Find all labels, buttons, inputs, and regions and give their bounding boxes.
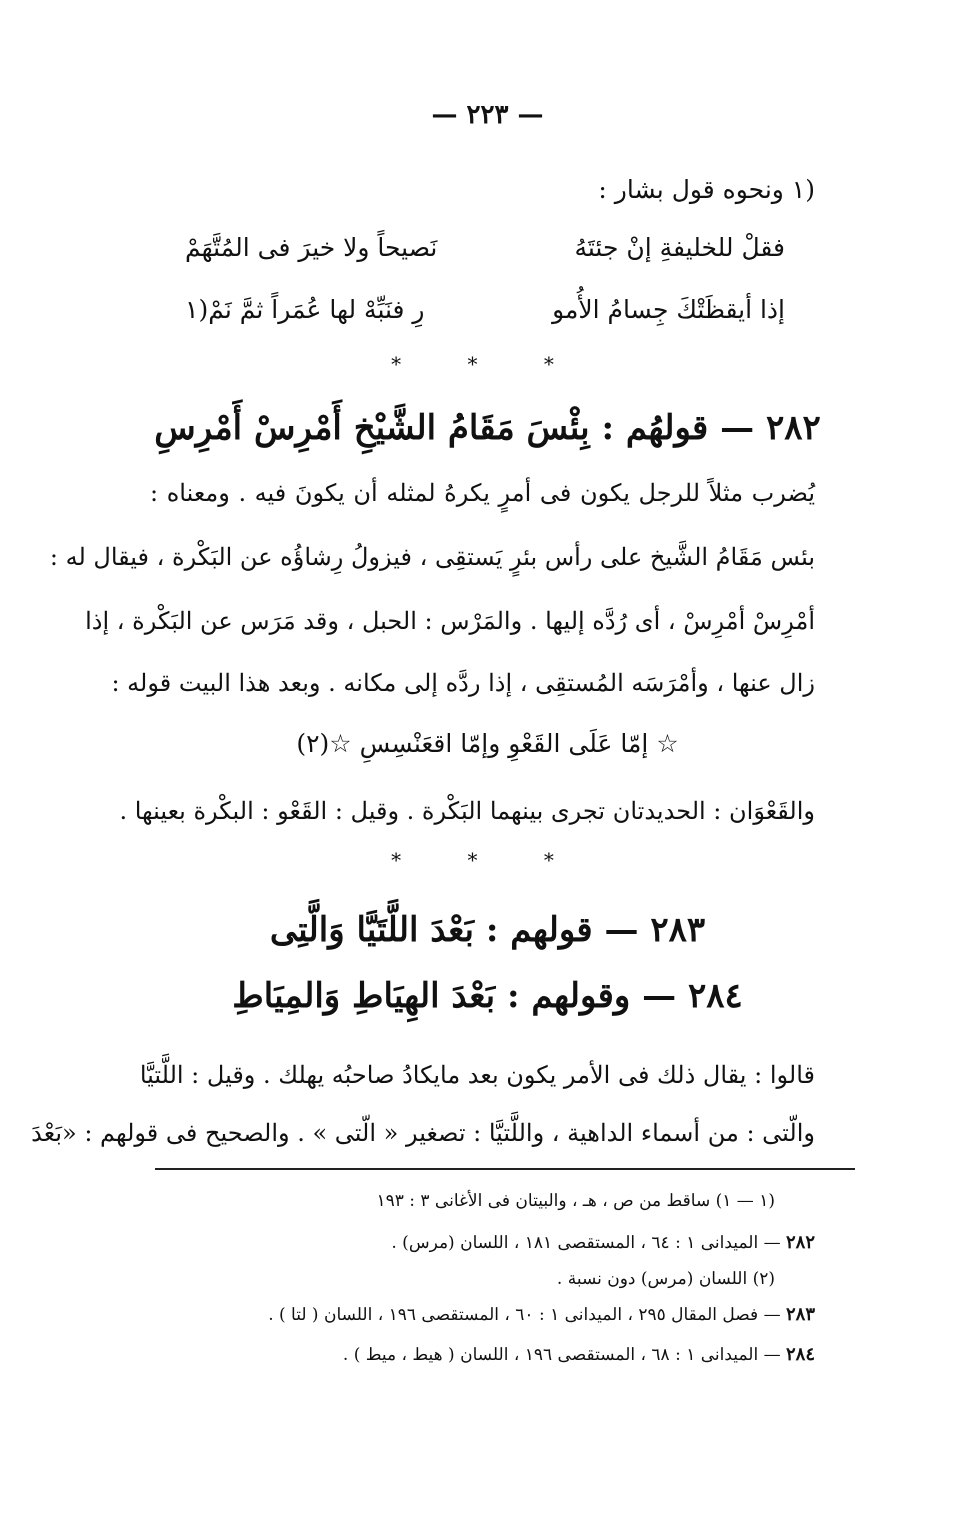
heading-284: ٢٨٤ — وقولهم : بَعْدَ الهِيَاطِ وَالمِيَاطِ: [232, 976, 743, 1016]
footnote-284: [155, 1340, 815, 1370]
footnote-2-text: (٢) اللسان (مرس) دون نسبة .: [556, 1269, 775, 1289]
para-282-line-1: يُضرب مثلاً للرجل يكون فى أمرٍ يكرهُ لمثله أن يكونَ فيه . ومعناه :: [150, 479, 815, 507]
separator-stars-1: * * *: [391, 352, 584, 376]
footnote-284-text: — الميدانى ١ : ٦٨ ، المستقصى ١٩٦ ، اللسان ( هيط ، ميط ) .: [342, 1345, 781, 1365]
footnote-282-text: — الميدانى ١ : ٦٤ ، المستقصى ١٨١ ، اللسان (مرس) .: [391, 1233, 781, 1253]
verse-2-second-hemistich: رِ فنَبِّهْ لها عُمَراً ثمَّ نَمْ(١: [185, 295, 425, 324]
footnote-rule: [155, 1168, 855, 1170]
heading-282: ٢٨٢ — قولهُم : بِئْسَ مَقَامُ الشَّيْخِ أَمْرِسْ أَمْرِسِ: [154, 408, 821, 448]
footnote-284-number: ٢٨٤: [785, 1344, 815, 1365]
footnote-282: [155, 1228, 815, 1258]
separator-stars-2: * * *: [391, 848, 584, 872]
footnote-283-number: ٢٨٣: [785, 1304, 815, 1325]
verse-1: [185, 226, 785, 270]
verse-2-first-hemistich: إذا أيقظَتْكَ جِسامُ الأُمو: [552, 295, 785, 324]
verse-1-second-hemistich: نَصيحاً ولا خيرَ فى المُتَّهَمْ: [185, 233, 438, 262]
footnote-1: [155, 1186, 775, 1216]
footnote-282-number: ٢٨٢: [785, 1232, 815, 1253]
intro-line: (١ ونحوه قول بشار :: [598, 175, 815, 204]
page-number: — ٢٢٣ —: [431, 100, 544, 130]
verse-2: [185, 288, 785, 332]
para-282-line-3: أمْرِسْ أمْرِسْ ، أى رُدَّه إليها . والمَرْس : الحبل ، وقد مَرَس عن البَكْرة ، إذا: [85, 607, 815, 635]
heading-283: ٢٨٣ — قولهم : بَعْدَ اللَّتَيَّا وَالَّتِى: [269, 910, 706, 950]
verse-1-first-hemistich: فقلْ للخليفةِ إنْ جئتَهُ: [574, 233, 785, 262]
para-282-line-2: بئس مَقَامُ الشَّيخ على رأس بئرٍ يَستقِى ، فيزولُ رِشاؤُه عن البَكْرة ، فيقال له :: [49, 543, 815, 571]
para-283-line-2: والّتى : من أسماء الداهية ، واللَّتيَّا : تصغير « الّتى » . والصحيح فى قولهم : «بَعْدَ: [31, 1119, 815, 1147]
footnote-283: [155, 1300, 815, 1330]
quoted-verse: ☆ إمّا عَلَى القَعْوِ وإمّا اقعَنْسِسِ ☆(٢): [296, 729, 679, 758]
para-282-line-4: زال عنها ، وأمْرَسَه المُستقِى ، إذا ردَّه إلى مكانه . وبعد هذا البيت قوله :: [111, 669, 815, 697]
footnote-283-text: — فصل المقال ٢٩٥ ، الميدانى ١ : ٦٠ ، المستقصى ١٩٦ ، اللسان ( لتا ) .: [268, 1305, 781, 1325]
footnote-2: [155, 1264, 775, 1294]
para-283-line-1: قالوا : يقال ذلك فى الأمر يكون بعد مايكادُ صاحبُه يهلك . وقيل : اللَّتيَّا: [139, 1061, 815, 1089]
explanation-282: والقَعْوَان : الحديدتان تجرى بينهما البَكْرة . وقيل : القَعْو : البكْرة بعينها .: [119, 797, 815, 825]
footnote-1-text: (١ — ١) ساقط من ص ، هـ ، والبيتان فى الأغانى ٣ : ١٩٣: [376, 1191, 775, 1211]
